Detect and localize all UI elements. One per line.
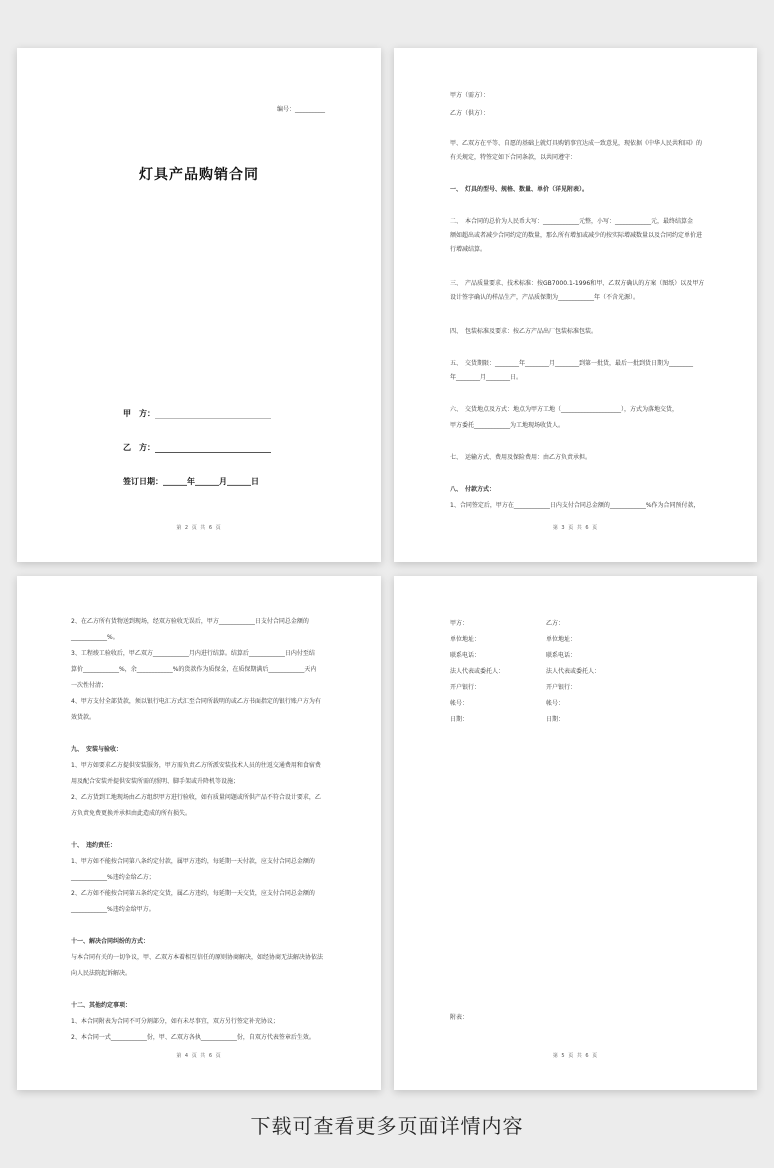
signature-field-label: 开户银行： <box>546 684 577 691</box>
terms-line: 二、 本合同的总价为人民币大写：____________元整，小写：____________元，最终结算金 <box>450 218 694 225</box>
signature-field-label: 联系电话： <box>450 652 481 659</box>
page-footer: 第 4 页 共 6 页 <box>176 1053 222 1059</box>
signature-field-label: 法人代表或委托人： <box>450 668 505 675</box>
signature-field-label: 帐号： <box>546 700 565 707</box>
page-footer: 第 3 页 共 6 页 <box>552 525 599 531</box>
contract-page-terms-1 <box>394 48 757 562</box>
terms-line: 有关规定，特签定如下合同条款，以共同遵守： <box>450 154 577 161</box>
page-footer: 第 5 页 共 6 页 <box>552 1053 599 1059</box>
terms-line: ____________%违约金给乙方； <box>71 874 155 881</box>
terms-line: 1、合同签定后，甲方在____________日内支付合同总金额的____________%作为合同预付款， <box>450 502 700 509</box>
contract-title: 灯具产品购销合同 <box>139 167 259 183</box>
contract-page-signatures <box>394 576 757 1090</box>
terms-line: 额如超出或者减少合同约定的数量，那么所有增加或减少的按实际增减数量以及合同约定单价进 <box>450 232 703 239</box>
terms-line: 五、 交货期限：________年________月________到第一批货，最后一批到货日期为________ <box>450 360 694 367</box>
terms-line: 向人民法院起诉解决。 <box>71 970 132 977</box>
terms-line: 算价____________%，余____________%的货款作为质保金，在质保期满后____________天内 <box>71 666 317 673</box>
signature-field-label: 日期： <box>450 716 469 723</box>
terms-line: 2、乙方货到工地现场由乙方组织甲方进行验收，如有质量问题或所供产品不符合设计要求，乙 <box>71 794 321 801</box>
signature-field-label: 乙方： <box>546 620 565 627</box>
party-a-signature-row <box>123 408 271 419</box>
terms-line: 十、 违约责任： <box>71 842 117 849</box>
terms-line: 2、乙方如不能按合同第五条约定交货，属乙方违约，每延期一天交货，应支付合同总金额的 <box>71 890 315 897</box>
terms-line: 甲、乙双方在平等、自愿的基础上就灯具购销事宜达成一致意见，现依据《中华人民共和国》的 <box>450 140 703 147</box>
terms-line: 乙方（供方）： <box>450 110 490 117</box>
terms-line: 与本合同有关的一切争议，甲、乙双方本着相互信任的原则协商解决，如经协商无法解决协依法 <box>71 954 324 961</box>
terms-line: 甲方委托____________为工地现场收货人。 <box>450 422 565 429</box>
terms-line: 4、甲方支付全部货款，须以银行电汇方式汇至合同所载明的或乙方书面指定的银行账户方为有 <box>71 698 321 705</box>
party-b-line <box>155 445 271 453</box>
terms-line: 行增减结算。 <box>450 246 487 253</box>
contract-page-cover <box>17 48 381 562</box>
terms-line: 3、工程竣工验收后，甲乙双方____________月内进行结算。结算后____________日内付至结 <box>71 650 315 657</box>
appendix-label: 附表： <box>450 1014 469 1021</box>
terms-line: 十二、其他约定事项： <box>71 1002 132 1009</box>
terms-line: 2、本合同一式____________份，甲、乙双方各执____________份，自双方代表签章后生效。 <box>71 1034 315 1041</box>
terms-line: 九、 安装与验收： <box>71 746 123 753</box>
party-a-line <box>155 411 271 419</box>
terms-line: 三、 产品质量要求、技术标准：按GB7000.1-1996和甲、乙双方确认的方案（图纸）以及甲方 <box>450 280 705 287</box>
terms-line: 2、在乙方所有货物送到现场，经双方验收无误后，甲方____________日支付合同总金额的 <box>71 618 309 625</box>
terms-line: 甲方（需方）： <box>450 92 490 99</box>
sign-date-row: 签订日期：______年______月______日 <box>123 477 259 486</box>
signature-field-label: 单位地址： <box>546 636 577 643</box>
terms-line: ____________%。 <box>71 634 119 641</box>
terms-line: 年________月________日。 <box>450 374 523 381</box>
terms-line: 十一、解决合同纠纷的方式： <box>71 938 150 945</box>
terms-line: 1、甲方如不能按合同第八条约定付款，属甲方违约，每延期一天付款，应支付合同总金额的 <box>71 858 315 865</box>
terms-line: 方负责免费更换并承担由此造成的所有损失。 <box>71 810 192 817</box>
terms-line: 用及配合安装并提供安装所需的照明、脚手架或升降机等设施； <box>71 778 240 785</box>
contract-number-label: 编号：__________ <box>276 106 325 113</box>
terms-line: 1、甲方如要求乙方提供安装服务，甲方需负责乙方所派安装技术人员的往返交通费用和食宿费 <box>71 762 321 769</box>
terms-line: 四、 包装标准及要求：按乙方产品出厂包装标准包装。 <box>450 328 598 335</box>
signature-field-label: 甲方： <box>450 620 469 627</box>
signature-field-label: 日期： <box>546 716 565 723</box>
terms-line: 一次性付清； <box>71 682 108 689</box>
terms-line: 效货款。 <box>71 714 96 721</box>
page-footer: 第 2 页 共 6 页 <box>176 525 222 531</box>
terms-line: 设计签字确认的样品生产，产品质保期为____________年（不含光源）。 <box>450 294 640 301</box>
signature-field-label: 法人代表或委托人： <box>546 668 601 675</box>
contract-page-terms-2 <box>17 576 381 1090</box>
signature-field-label: 帐号： <box>450 700 469 707</box>
terms-line: 八、 付款方式： <box>450 486 496 493</box>
party-b-signature-row <box>123 442 271 453</box>
terms-line: ____________%违约金给甲方。 <box>71 906 155 913</box>
signature-field-label: 联系电话： <box>546 652 577 659</box>
party-a-label: 甲 方： <box>123 409 155 418</box>
signature-field-label: 开户银行： <box>450 684 481 691</box>
terms-line: 七、 运输方式、费用及保险费用：由乙方负责承担。 <box>450 454 592 461</box>
terms-line: 六、 交货地点及方式：地点为甲方工地（____________________），方式为落地交货， <box>450 406 679 413</box>
terms-line: 一、 灯具的型号、规格、数量、单价（详见附表）。 <box>450 186 589 193</box>
terms-line: 1、本合同附表为合同不可分割部分，如有未尽事宜，双方另行签定补充协议； <box>71 1018 279 1025</box>
party-b-label: 乙 方： <box>123 443 155 452</box>
download-more-caption: 下载可查看更多页面详情内容 <box>250 1114 524 1138</box>
signature-field-label: 单位地址： <box>450 636 481 643</box>
